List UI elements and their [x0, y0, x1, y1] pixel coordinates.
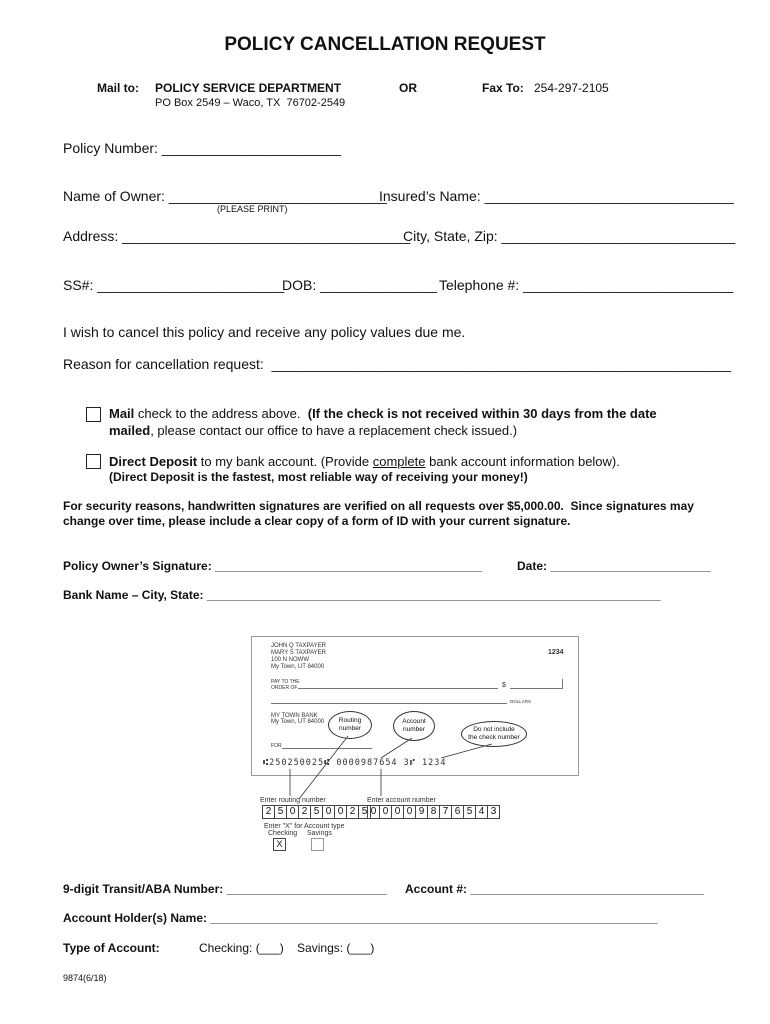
- direct-deposit-checkbox[interactable]: [86, 454, 101, 469]
- account-holder-field[interactable]: Account Holder(s) Name: ___________________________________________________________________: [63, 911, 658, 925]
- dob-field[interactable]: DOB: _______________: [282, 277, 437, 293]
- routing-digit-boxes: [262, 805, 371, 819]
- account-type-instruction: Enter "X" for Account type: [264, 823, 345, 830]
- account-type-options[interactable]: Checking: (___) Savings: (___): [199, 941, 375, 955]
- security-note-line1: For security reasons, handwritten signatures are verified on all requests over $5,000.00. Since signatures may: [63, 499, 694, 513]
- routing-digit: 0: [287, 805, 299, 819]
- check-dollar-sign: $: [502, 682, 506, 689]
- check-number-callout: Do not include the check number: [461, 721, 527, 747]
- check-bank-town: My Town, UT 84000: [271, 719, 325, 725]
- account-digit: 0: [392, 805, 404, 819]
- direct-deposit-line1: Direct Deposit to my bank account. (Provide complete bank account information below).: [109, 454, 620, 469]
- account-number-callout: Account number: [393, 711, 435, 741]
- routing-digit: 0: [335, 805, 347, 819]
- account-digit: 9: [416, 805, 428, 819]
- routing-digit: 5: [275, 805, 287, 819]
- form-code: 9874(6/18): [63, 973, 107, 983]
- account-digit: 0: [367, 805, 380, 819]
- checking-example-box: X: [273, 838, 286, 851]
- reason-field[interactable]: Reason for cancellation request: ___________________________________________________________: [63, 356, 731, 372]
- bank-name-field[interactable]: Bank Name – City, State: ____________________________________________________________________: [63, 588, 661, 602]
- fax-number: 254-297-2105: [534, 81, 609, 95]
- account-digit: 8: [428, 805, 440, 819]
- mail-check-checkbox[interactable]: [86, 407, 101, 422]
- routing-number-callout: Routing number: [328, 711, 372, 739]
- account-type-label: Type of Account:: [63, 941, 160, 955]
- mail-option-line1: Mail check to the address above. (If the check is not received within 30 days from the date: [109, 406, 657, 421]
- city-state-zip-field[interactable]: City, State, Zip: ______________________________: [403, 228, 736, 244]
- address-field[interactable]: Address: _____________________________________: [63, 228, 411, 244]
- savings-type-label: Savings: [307, 830, 332, 837]
- enter-account-label: Enter account number: [367, 797, 436, 804]
- account-digit: 0: [404, 805, 416, 819]
- routing-digit: 5: [359, 805, 371, 819]
- account-digit: 6: [452, 805, 464, 819]
- routing-digit: 5: [311, 805, 323, 819]
- account-number-field[interactable]: Account #: ___________________________________: [405, 882, 704, 896]
- check-owner-1: JOHN Q TAXPAYER: [271, 643, 326, 649]
- routing-digit: 2: [347, 805, 359, 819]
- check-owner-2: MARY S TAXPAYER: [271, 650, 327, 656]
- micr-line: ⑆250250025⑆ 0000987654 3⑈ 1234: [263, 758, 447, 768]
- checking-type-label: Checking: [268, 830, 298, 837]
- signature-field[interactable]: Policy Owner’s Signature: ________________________________________: [63, 559, 482, 573]
- page-title: POLICY CANCELLATION REQUEST: [224, 34, 546, 55]
- policy-number-field[interactable]: Policy Number: _______________________: [63, 140, 341, 156]
- account-digit: 7: [440, 805, 452, 819]
- routing-digit: 2: [299, 805, 311, 819]
- telephone-field[interactable]: Telephone #: ___________________________: [439, 277, 734, 293]
- insured-name-field[interactable]: Insured’s Name: ________________________________: [379, 188, 734, 204]
- check-street: 100 N NOWW: [271, 657, 310, 663]
- account-digit: 0: [380, 805, 392, 819]
- ssn-field[interactable]: SS#: ________________________: [63, 277, 285, 293]
- check-payto: PAY TO THE ORDER OF: [271, 679, 300, 691]
- enter-routing-label: Enter routing number: [260, 797, 326, 804]
- account-digit-boxes: [367, 805, 500, 819]
- or-label: OR: [399, 81, 417, 95]
- mail-address: PO Box 2549 – Waco, TX 76702-2549: [155, 97, 346, 109]
- date-field[interactable]: Date: ________________________: [517, 559, 711, 573]
- fax-label: Fax To:: [482, 81, 524, 95]
- check-town: My Town, UT 84000: [271, 664, 325, 670]
- aba-number-field[interactable]: 9-digit Transit/ABA Number: ________________________: [63, 882, 387, 896]
- cancel-statement: I wish to cancel this policy and receive any policy values due me.: [63, 324, 466, 340]
- savings-example-box: [311, 838, 324, 851]
- routing-digit: 2: [262, 805, 275, 819]
- check-dollars-word: DOLLARS: [510, 699, 532, 704]
- direct-deposit-note: (Direct Deposit is the fastest, most reliable way of receiving your money!): [109, 470, 528, 484]
- check-for: FOR: [271, 743, 282, 749]
- account-digit: 3: [488, 805, 500, 819]
- routing-digit: 0: [323, 805, 335, 819]
- account-digit: 5: [464, 805, 476, 819]
- account-digit: 4: [476, 805, 488, 819]
- mail-option-line2: mailed, please contact our office to have a replacement check issued.): [109, 423, 518, 438]
- check-number: 1234: [548, 649, 564, 656]
- mail-department: POLICY SERVICE DEPARTMENT: [155, 81, 342, 95]
- security-note-line2: change over time, please include a clear copy of a form of ID with your current signature.: [63, 514, 571, 528]
- mail-label: Mail to:: [97, 81, 139, 95]
- please-print-note: (PLEASE PRINT): [217, 204, 288, 214]
- check-bank-name: MY TOWN BANK: [271, 713, 318, 719]
- owner-name-field[interactable]: Name of Owner: ____________________________: [63, 188, 387, 204]
